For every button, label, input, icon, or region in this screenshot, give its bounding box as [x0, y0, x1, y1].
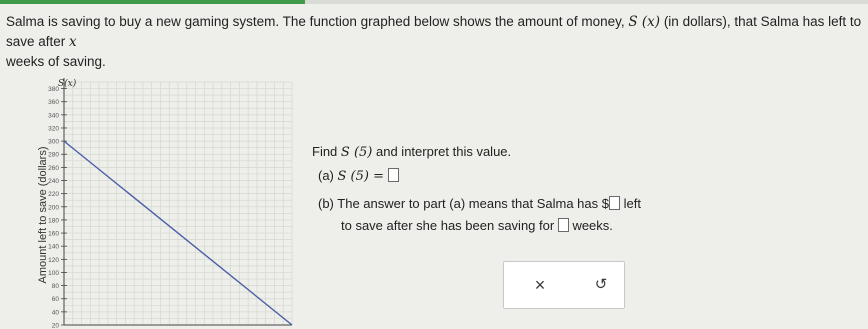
y-tick-label: 60: [51, 296, 59, 304]
part-a: [318, 168, 399, 184]
y-tick-label: 80: [51, 283, 59, 291]
y-tick-label: 120: [48, 256, 59, 264]
y-tick-label: 220: [48, 191, 59, 199]
y-tick-label: 180: [48, 217, 59, 225]
y-tick-label: 160: [48, 230, 59, 238]
find-instruction: [312, 144, 511, 160]
part-a-expression: S (5) =: [337, 169, 384, 184]
part-a-label: (a): [318, 168, 334, 183]
part-b-weeks-input[interactable]: [558, 218, 569, 232]
intro-end-text: (in dollars), that Salma has left to save after: [6, 14, 862, 49]
intro-tail-text: weeks of saving.: [6, 54, 106, 69]
intro-text: Salma is saving to buy a new gaming system. The function graphed below shows the amount of money,: [6, 14, 625, 29]
function-axis-label: S(x): [58, 79, 77, 89]
y-tick-label: 340: [48, 112, 59, 120]
y-tick-label: 200: [48, 204, 59, 212]
part-b-text: The answer to part (a) means that Salma has: [337, 196, 599, 211]
y-tick-label: 280: [48, 151, 59, 159]
y-axis-title: Amount left to save (dollars): [37, 146, 49, 284]
part-a-answer-input[interactable]: [388, 168, 399, 182]
find-prefix: Find: [312, 144, 338, 159]
y-tick-label: 140: [48, 243, 59, 251]
part-b-line2-text: to save after she has been saving for: [341, 218, 555, 233]
find-suffix: and interpret this value.: [376, 144, 512, 159]
part-b-dollars-input[interactable]: [609, 196, 620, 210]
part-b: [318, 196, 641, 211]
clear-button[interactable]: ×: [534, 275, 546, 295]
graph-grid: [64, 82, 292, 325]
dollar-sign: $: [601, 196, 609, 211]
part-b-weeks-text: weeks.: [572, 218, 613, 233]
undo-icon[interactable]: ↺: [594, 276, 608, 293]
problem-statement: [6, 12, 862, 71]
find-expression: S (5): [340, 145, 373, 160]
progress-accent: [0, 0, 305, 4]
y-tick-label: 360: [48, 99, 59, 107]
top-progress-bar: [0, 0, 868, 4]
y-tick-label: 380: [48, 86, 59, 94]
y-tick-label: 320: [48, 125, 59, 133]
y-tick-label: 300: [48, 138, 59, 146]
y-tick-label: 260: [48, 164, 59, 172]
y-tick-label: 40: [51, 309, 59, 317]
function-label: S (x): [628, 14, 661, 30]
answer-toolbar: [503, 261, 625, 309]
part-b-line2: [341, 218, 613, 233]
y-tick-label: 20: [51, 322, 59, 329]
y-tick-label: 240: [48, 178, 59, 186]
savings-graph: [0, 70, 310, 329]
y-tick-label: 100: [48, 269, 59, 277]
part-b-label: (b): [318, 196, 334, 211]
part-b-after: left: [623, 196, 641, 211]
x-variable: x: [69, 34, 77, 50]
